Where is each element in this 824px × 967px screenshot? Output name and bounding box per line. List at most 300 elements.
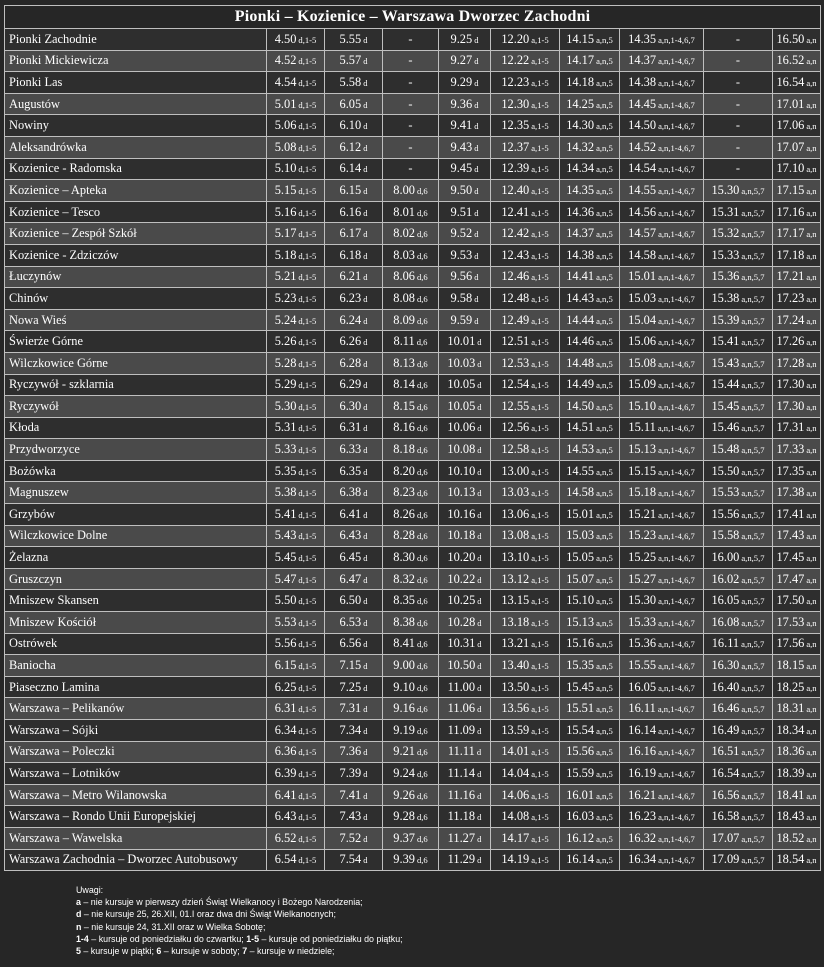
service-note-code: a,1-5 — [531, 250, 549, 261]
departure-time-cell — [773, 288, 821, 310]
service-note-code: d — [477, 553, 482, 564]
service-note-code: d — [477, 574, 482, 585]
departure-time-cell — [325, 741, 383, 763]
service-note-code: a,n — [806, 553, 817, 564]
departure-time-cell — [439, 720, 491, 742]
departure-time: - — [735, 118, 741, 133]
departure-time: 17.24 — [776, 312, 805, 327]
stop-name: Ryczywół — [5, 396, 267, 418]
departure-time: 8.23 — [393, 485, 415, 500]
departure-time: 14.58 — [566, 485, 595, 500]
departure-time: 12.22 — [501, 53, 530, 68]
departure-time: 16.40 — [711, 679, 740, 694]
departure-time: 11.00 — [447, 679, 476, 694]
departure-time-cell — [439, 417, 491, 439]
departure-time-cell — [267, 849, 325, 871]
departure-time: 15.36 — [628, 636, 657, 651]
service-note-code: d,6 — [416, 704, 428, 715]
departure-time-cell — [383, 720, 439, 742]
service-note-code: a,n,5 — [596, 272, 613, 283]
table-row — [5, 547, 821, 569]
departure-time: 15.15 — [628, 463, 657, 478]
service-note-code: d — [474, 77, 479, 88]
departure-time: 6.15 — [339, 182, 362, 197]
service-note-code: a,1-5 — [531, 315, 549, 326]
departure-time-cell — [560, 244, 620, 266]
table-row — [5, 827, 821, 849]
departure-time: 13.03 — [501, 485, 530, 500]
departure-time-cell — [560, 612, 620, 634]
service-note-code: d,6 — [416, 466, 428, 477]
table-row — [5, 331, 821, 353]
departure-time: 16.52 — [776, 53, 805, 68]
service-note-code: a,n — [806, 250, 817, 261]
departure-time: 15.54 — [566, 722, 595, 737]
departure-time: 14.54 — [628, 161, 657, 176]
service-note-code: d — [474, 293, 479, 304]
stop-name: Warszawa – Lotników — [5, 763, 267, 785]
note-line — [76, 896, 403, 908]
departure-time: 7.41 — [339, 787, 362, 802]
departure-time-cell — [267, 331, 325, 353]
stop-name: Grzybów — [5, 504, 267, 526]
departure-time: 9.29 — [450, 74, 473, 89]
service-note-code: d — [474, 56, 479, 67]
departure-time-cell — [704, 590, 773, 612]
departure-time: 9.43 — [450, 139, 473, 154]
service-note-code: d,1-5 — [298, 855, 317, 866]
departure-time: 6.43 — [339, 528, 362, 543]
departure-time: 6.24 — [339, 312, 362, 327]
service-note-code: a,n,5,7 — [741, 725, 765, 736]
departure-time: 17.53 — [776, 614, 805, 629]
departure-time-cell — [773, 525, 821, 547]
departure-time-cell — [325, 352, 383, 374]
departure-time: 15.51 — [566, 701, 595, 716]
departure-time-cell — [773, 158, 821, 180]
departure-time-cell — [704, 115, 773, 137]
departure-time: 9.50 — [450, 182, 473, 197]
service-note-code: d — [363, 99, 368, 110]
departure-time-cell — [325, 309, 383, 331]
departure-time: 17.15 — [776, 182, 805, 197]
departure-time: 17.28 — [776, 355, 805, 370]
departure-time-cell — [267, 806, 325, 828]
table-row — [5, 763, 821, 785]
departure-time-cell — [620, 482, 704, 504]
service-note-code: a,n,1-4,6,7 — [658, 56, 695, 67]
service-note-code: a,n,1-4,6,7 — [658, 121, 695, 132]
departure-time: 6.47 — [339, 571, 362, 586]
service-note-code: a,n,1-4,6,7 — [658, 77, 695, 88]
departure-time-cell — [773, 720, 821, 742]
departure-time: 5.58 — [339, 74, 362, 89]
departure-time: 8.09 — [393, 312, 415, 327]
table-row — [5, 93, 821, 115]
departure-time-cell — [383, 504, 439, 526]
departure-time: 6.50 — [339, 593, 362, 608]
departure-time-cell — [704, 612, 773, 634]
departure-time: 16.34 — [628, 852, 657, 867]
departure-time-cell — [560, 93, 620, 115]
departure-time-cell — [491, 655, 560, 677]
service-note-code: a,n,5 — [596, 596, 613, 607]
departure-time-cell — [439, 223, 491, 245]
departure-time: - — [735, 96, 741, 111]
service-note-code: a,n,1-4,6,7 — [658, 293, 695, 304]
departure-time: - — [735, 74, 741, 89]
departure-time-cell — [267, 763, 325, 785]
service-note-code: d,6 — [416, 488, 428, 499]
departure-time-cell — [773, 180, 821, 202]
departure-time: 10.28 — [447, 614, 476, 629]
departure-time: 16.54 — [776, 74, 805, 89]
service-note-code: d,1-5 — [298, 423, 317, 434]
departure-time: 13.59 — [501, 722, 530, 737]
departure-time: 15.56 — [711, 506, 740, 521]
service-note-code: d — [474, 250, 479, 261]
departure-time-cell — [325, 763, 383, 785]
departure-time: 9.37 — [393, 830, 415, 845]
service-note-code: a,n,5,7 — [741, 833, 765, 844]
table-row — [5, 460, 821, 482]
departure-time-cell — [620, 806, 704, 828]
service-note-code: a,n — [806, 34, 817, 45]
departure-time: 6.26 — [339, 334, 362, 349]
service-note-code: d — [363, 682, 368, 693]
service-note-code: d — [363, 812, 368, 823]
service-note-code: a,1-5 — [531, 77, 549, 88]
service-note-code: a,n,5 — [596, 445, 613, 456]
departure-time: 16.03 — [566, 809, 595, 824]
service-note-code: a,n — [806, 445, 817, 456]
departure-time: 17.43 — [776, 528, 805, 543]
departure-time-cell — [383, 201, 439, 223]
service-note-code: d,1-5 — [298, 142, 317, 153]
service-note-code: a,n,1-4,6,7 — [658, 164, 695, 175]
departure-time: 15.05 — [566, 550, 595, 565]
departure-time: 12.51 — [501, 334, 530, 349]
departure-time-cell — [773, 136, 821, 158]
departure-time: - — [408, 31, 413, 46]
departure-time-cell — [773, 417, 821, 439]
departure-time-cell — [383, 525, 439, 547]
departure-time-cell — [704, 568, 773, 590]
table-row — [5, 352, 821, 374]
departure-time-cell — [325, 806, 383, 828]
service-note-code: d,1-5 — [298, 725, 317, 736]
service-note-code: d,1-5 — [298, 121, 317, 132]
departure-time-cell — [620, 352, 704, 374]
departure-time: 9.36 — [450, 96, 473, 111]
departure-time-cell — [620, 93, 704, 115]
departure-time-cell — [491, 396, 560, 418]
service-note-code: a,n,5 — [596, 56, 613, 67]
departure-time-cell — [620, 288, 704, 310]
service-note-code: a,n,1-4,6,7 — [658, 34, 695, 45]
departure-time-cell — [491, 417, 560, 439]
departure-time: 15.18 — [628, 485, 657, 500]
departure-time-cell — [491, 849, 560, 871]
departure-time: 15.50 — [711, 463, 740, 478]
departure-time-cell — [383, 115, 439, 137]
departure-time: 10.25 — [447, 593, 476, 608]
departure-time: 17.45 — [776, 550, 805, 565]
departure-time-cell — [704, 29, 773, 51]
departure-time-cell — [325, 849, 383, 871]
service-note-code: d,6 — [416, 185, 428, 196]
service-note-code: d,6 — [416, 639, 428, 650]
departure-time-cell — [439, 698, 491, 720]
service-note-code: d,1-5 — [298, 704, 317, 715]
departure-time-cell — [704, 482, 773, 504]
stop-name: Ostrówek — [5, 633, 267, 655]
departure-time-cell — [773, 676, 821, 698]
stop-name: Warszawa Zachodnia – Dworzec Autobusowy — [5, 849, 267, 871]
departure-time-cell — [620, 460, 704, 482]
departure-time-cell — [325, 633, 383, 655]
service-note-code: d,6 — [416, 380, 428, 391]
departure-time: 5.10 — [274, 161, 297, 176]
departure-time-cell — [491, 784, 560, 806]
departure-time: 15.13 — [628, 442, 657, 457]
departure-time-cell — [267, 244, 325, 266]
departure-time-cell — [491, 827, 560, 849]
departure-time: 5.47 — [274, 571, 297, 586]
departure-time: 5.17 — [274, 226, 297, 241]
service-note-code: a,n,5 — [596, 121, 613, 132]
departure-time: 15.31 — [711, 204, 740, 219]
service-note-code: a,1-5 — [531, 596, 549, 607]
departure-time: 9.21 — [393, 744, 415, 759]
departure-time: 18.39 — [776, 765, 805, 780]
service-note-code: a,n,5,7 — [741, 293, 765, 304]
service-note-code: a,n — [806, 121, 817, 132]
departure-time-cell — [439, 655, 491, 677]
departure-time: 10.20 — [447, 550, 476, 565]
departure-time: 16.32 — [628, 830, 657, 845]
service-note-code: a,n,5,7 — [741, 401, 765, 412]
service-note-code: a,n,5 — [596, 833, 613, 844]
table-row — [5, 741, 821, 763]
departure-time-cell — [491, 525, 560, 547]
service-note-code: a,n,1-4,6,7 — [658, 725, 695, 736]
departure-time-cell — [491, 244, 560, 266]
service-note-code: a,1-5 — [531, 185, 549, 196]
departure-time: 14.01 — [501, 744, 530, 759]
departure-time: 17.01 — [776, 96, 805, 111]
service-note-code: a,n,5,7 — [741, 380, 765, 391]
departure-time-cell — [439, 396, 491, 418]
departure-time-cell — [704, 676, 773, 698]
departure-time-cell — [773, 698, 821, 720]
note-text: – kursuje w soboty; — [161, 946, 243, 957]
stop-name: Pionki Las — [5, 72, 267, 94]
departure-time: 13.50 — [501, 679, 530, 694]
service-note-code: d — [363, 358, 368, 369]
departure-time: 12.54 — [501, 377, 530, 392]
service-note-code: d,1-5 — [298, 682, 317, 693]
departure-time: 8.16 — [393, 420, 415, 435]
departure-time: 16.58 — [711, 809, 740, 824]
departure-time: 12.23 — [501, 74, 530, 89]
departure-time: 15.33 — [711, 247, 740, 262]
departure-time: 8.06 — [393, 269, 415, 284]
departure-time-cell — [560, 266, 620, 288]
service-note-code: a,n — [806, 574, 817, 585]
departure-time: 18.52 — [776, 830, 805, 845]
departure-time-cell — [560, 741, 620, 763]
departure-time: 5.18 — [274, 247, 297, 262]
departure-time: 9.27 — [450, 53, 473, 68]
service-note-code: d — [363, 34, 368, 45]
departure-time-cell — [704, 244, 773, 266]
service-note-code: a,n,5,7 — [741, 315, 765, 326]
departure-time: 5.26 — [274, 334, 297, 349]
departure-time-cell — [491, 590, 560, 612]
departure-time-cell — [620, 655, 704, 677]
service-note-code: a,1-5 — [531, 682, 549, 693]
service-note-code: d,6 — [416, 272, 428, 283]
service-note-code: a,n,1-4,6,7 — [658, 315, 695, 326]
service-note-code: d,1-5 — [298, 272, 317, 283]
departure-time-cell — [439, 806, 491, 828]
departure-time: 13.08 — [501, 528, 530, 543]
service-note-code: a,1-5 — [531, 380, 549, 391]
departure-time: 17.23 — [776, 290, 805, 305]
service-note-code: d,1-5 — [298, 790, 317, 801]
service-note-code: a,n,5 — [596, 358, 613, 369]
departure-time-cell — [383, 827, 439, 849]
departure-time-cell — [560, 504, 620, 526]
departure-time-cell — [325, 827, 383, 849]
departure-time-cell — [560, 223, 620, 245]
departure-time: 12.40 — [501, 182, 530, 197]
stop-name: Kozienice - Radomska — [5, 158, 267, 180]
departure-time-cell — [383, 352, 439, 374]
departure-time-cell — [491, 568, 560, 590]
departure-time-cell — [439, 72, 491, 94]
departure-time-cell — [383, 29, 439, 51]
service-note-code: d — [363, 661, 368, 672]
departure-time-cell — [383, 655, 439, 677]
departure-time-cell — [267, 309, 325, 331]
departure-time: 15.46 — [711, 420, 740, 435]
service-note-code: d,1-5 — [298, 639, 317, 650]
departure-time: 13.15 — [501, 593, 530, 608]
service-note-code: d — [474, 142, 479, 153]
departure-time: 15.09 — [628, 377, 657, 392]
service-note-code: d,1-5 — [298, 401, 317, 412]
departure-time-cell — [620, 827, 704, 849]
departure-time-cell — [491, 223, 560, 245]
departure-time-cell — [560, 849, 620, 871]
departure-time: 13.18 — [501, 614, 530, 629]
departure-time-cell — [560, 676, 620, 698]
stop-name: Warszawa – Pelikanów — [5, 698, 267, 720]
service-note-code: d,1-5 — [298, 99, 317, 110]
table-row — [5, 806, 821, 828]
service-note-code: d — [363, 121, 368, 132]
service-note-code: a,n,1-4,6,7 — [658, 553, 695, 564]
departure-time: 14.51 — [566, 420, 595, 435]
departure-time-cell — [325, 482, 383, 504]
departure-time-cell — [704, 784, 773, 806]
departure-time-cell — [383, 547, 439, 569]
departure-time-cell — [620, 439, 704, 461]
departure-time: 14.41 — [566, 269, 595, 284]
departure-time-cell — [267, 612, 325, 634]
departure-time-cell — [383, 309, 439, 331]
notes-list — [76, 896, 403, 957]
departure-time: 10.01 — [447, 334, 476, 349]
departure-time: 8.41 — [393, 636, 415, 651]
note-code: 6 — [156, 946, 162, 957]
departure-time: 15.04 — [628, 312, 657, 327]
departure-time-cell — [383, 136, 439, 158]
service-note-code: a,n,5 — [596, 77, 613, 88]
departure-time: 15.45 — [566, 679, 595, 694]
service-note-code: a,n — [806, 358, 817, 369]
table-row — [5, 223, 821, 245]
departure-time: 6.18 — [339, 247, 362, 262]
departure-time-cell — [325, 590, 383, 612]
departure-time: 7.25 — [339, 679, 362, 694]
service-note-code: a,n,5 — [596, 509, 613, 520]
departure-time: 10.05 — [447, 398, 476, 413]
service-note-code: a,1-5 — [531, 423, 549, 434]
service-note-code: a,n,5 — [596, 747, 613, 758]
departure-time: 16.11 — [628, 701, 656, 716]
departure-time-cell — [560, 331, 620, 353]
note-text: – kursuje w niedziele; — [247, 946, 335, 957]
departure-time-cell — [267, 29, 325, 51]
departure-time: 8.30 — [393, 550, 415, 565]
departure-time-cell — [773, 504, 821, 526]
departure-time: 5.06 — [274, 118, 297, 133]
departure-time-cell — [560, 201, 620, 223]
departure-time: 6.21 — [339, 269, 362, 284]
service-note-code: d,6 — [416, 553, 428, 564]
service-note-code: d — [477, 445, 482, 456]
departure-time: 16.08 — [711, 614, 740, 629]
departure-time: 5.29 — [274, 377, 297, 392]
departure-time: 12.56 — [501, 420, 530, 435]
departure-time: 17.16 — [776, 204, 805, 219]
departure-time: 16.02 — [711, 571, 740, 586]
departure-time: 13.56 — [501, 701, 530, 716]
departure-time: - — [408, 139, 413, 154]
departure-time: 17.41 — [776, 506, 805, 521]
service-note-code: d — [363, 855, 368, 866]
departure-time-cell — [620, 590, 704, 612]
departure-time: 13.40 — [501, 658, 530, 673]
departure-time: 11.27 — [447, 830, 476, 845]
departure-time-cell — [325, 93, 383, 115]
departure-time: 6.39 — [274, 765, 297, 780]
departure-time: 13.10 — [501, 550, 530, 565]
stop-name: Warszawa – Poleczki — [5, 741, 267, 763]
departure-time: 18.25 — [776, 679, 805, 694]
departure-time: 17.50 — [776, 593, 805, 608]
service-note-code: a,n,1-4,6,7 — [658, 790, 695, 801]
departure-time-cell — [383, 763, 439, 785]
departure-time-cell — [620, 50, 704, 72]
departure-time-cell — [267, 201, 325, 223]
table-row — [5, 244, 821, 266]
departure-time-cell — [560, 784, 620, 806]
stop-name: Świerże Górne — [5, 331, 267, 353]
